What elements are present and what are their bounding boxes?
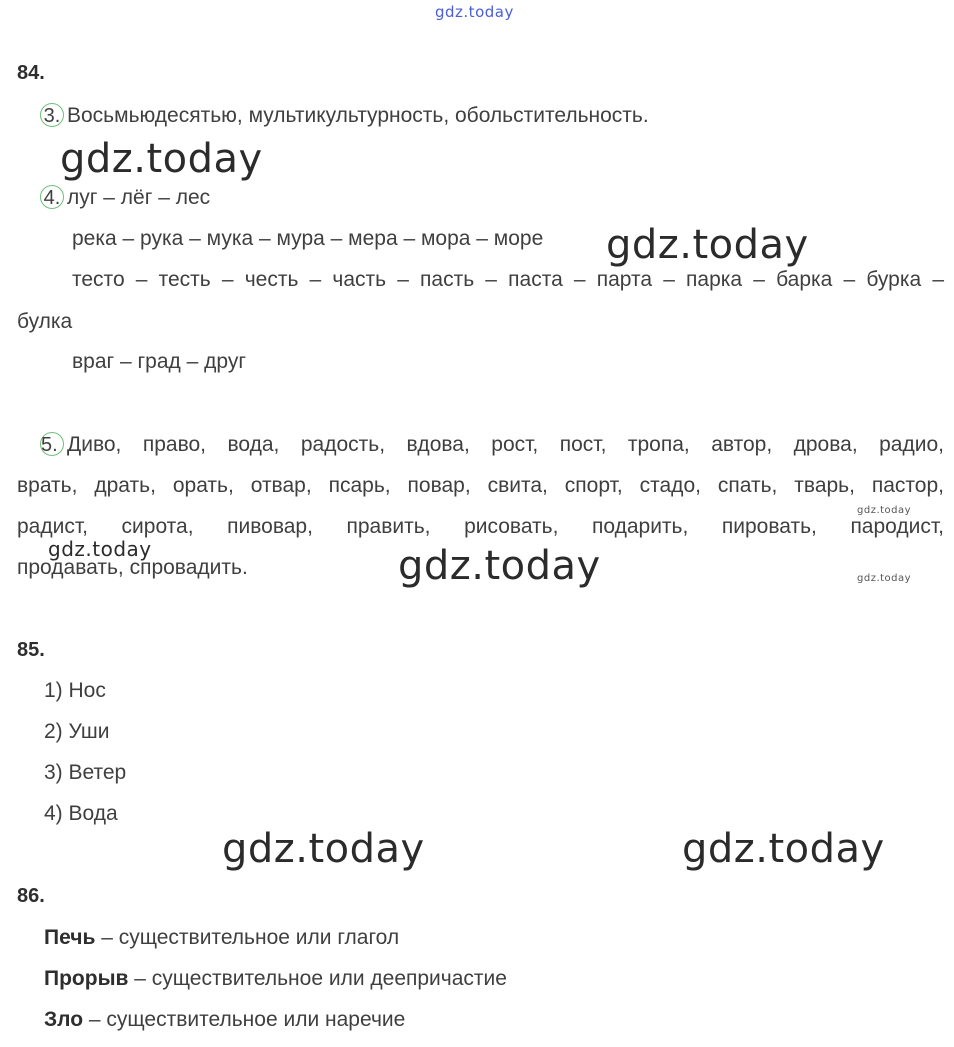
watermark-medium: gdz.today	[48, 537, 152, 561]
ex84-item-4-line2: река – рука – мука – мура – мера – мора – море	[72, 227, 544, 250]
ex85-item: 2) Уши	[44, 720, 110, 743]
watermark: gdz.today	[682, 826, 885, 872]
ex84-item-5-line1	[40, 432, 944, 457]
ex86-word: Прорыв	[44, 967, 129, 990]
ex84-item-5-text1: Диво, право, вода, радость, вдова, рост, пост, тропа, автор, дрова, радио,	[67, 433, 944, 456]
ex84-item-5-line4: продавать, спровадить.	[17, 556, 248, 579]
watermark-top: gdz.today	[435, 3, 514, 21]
exercise-85-heading: 85.	[17, 639, 45, 661]
ex85-item: 1) Нос	[44, 679, 106, 702]
ex85-item: 3) Ветер	[44, 761, 127, 784]
ex84-item-4-line4: враг – град – друг	[72, 350, 246, 373]
ex84-item-4-line3: тесто – тесть – честь – часть – пасть – паста – парта – парка – барка – бурка –	[72, 268, 944, 291]
exercise-86-heading: 86.	[17, 885, 45, 907]
ex84-item-5-line3: радист, сирота, пивовар, править, рисовать, подарить, пировать, пародист,	[17, 515, 944, 538]
ex84-item-5-line2: врать, драть, орать, отвар, псарь, повар, свита, спорт, стадо, спать, тварь, пастор,	[17, 474, 944, 497]
ex86-description: – существительное или деепричастие	[128, 967, 507, 990]
ex84-item-4-line3b: булка	[17, 310, 73, 333]
ex86-item	[44, 1008, 405, 1032]
watermark: gdz.today	[398, 543, 601, 589]
ex84-item-3	[40, 103, 649, 128]
watermark-small: gdz.today	[857, 505, 912, 516]
ex86-word: Зло	[44, 1008, 84, 1031]
item-number-circle: 3.	[40, 103, 64, 127]
ex84-item-4-line1: луг – лёг – лес	[67, 186, 211, 209]
ex86-item	[44, 926, 399, 950]
watermark: gdz.today	[60, 136, 263, 182]
ex86-item	[44, 967, 507, 991]
ex86-word: Печь	[44, 926, 96, 949]
watermark-small: gdz.today	[857, 573, 912, 584]
ex84-item-3-text: Восьмьюдесятью, мультикультурность, обольстительность.	[67, 104, 649, 127]
ex86-description: – существительное или глагол	[95, 926, 400, 949]
item-number-circle: 5.	[40, 432, 64, 456]
item-number-circle: 4.	[40, 185, 64, 209]
ex84-item-4	[40, 185, 210, 210]
ex85-item: 4) Вода	[44, 802, 118, 825]
watermark: gdz.today	[222, 826, 425, 872]
ex86-description: – существительное или наречие	[83, 1008, 406, 1031]
exercise-84-heading: 84.	[17, 62, 45, 84]
watermark: gdz.today	[606, 222, 809, 268]
